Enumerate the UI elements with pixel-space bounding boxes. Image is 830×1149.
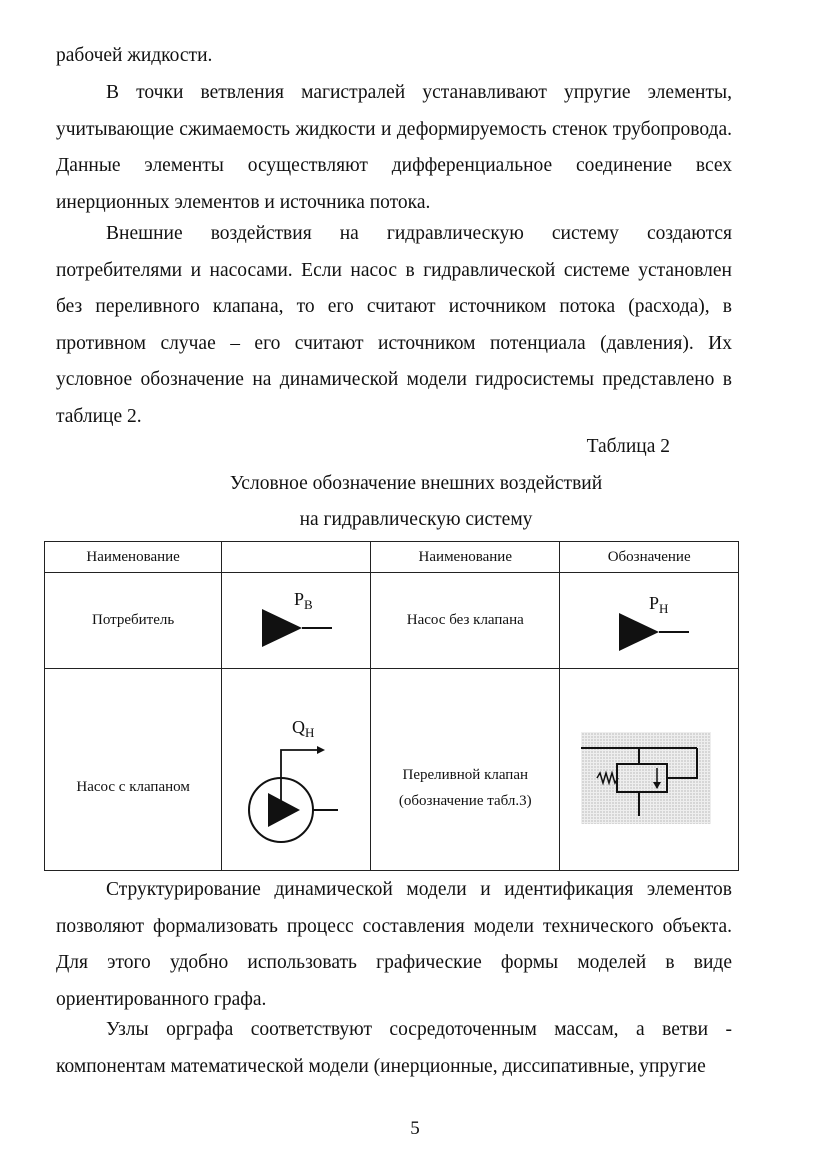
paragraph-5: Узлы орграфа соответствуют сосредоточенным массам, а ветви - компонентам математической модели (инерционные, диссипативные, упругие (56, 1019, 732, 1077)
cell-consumer-symbol (222, 573, 371, 669)
paragraph-1: рабочей жидкости. (56, 45, 213, 66)
pump-no-valve-symbol-icon (589, 581, 709, 661)
page-number: 5 (410, 1118, 420, 1139)
table-title-line1: Условное обозначение внешних воздействий (229, 473, 603, 494)
table-row (45, 573, 739, 669)
table-row (45, 669, 739, 871)
svg-text:QН (292, 717, 314, 740)
paragraph-3: Внешние воздействия на гидравлическую систему создаются потребителями и насосами. Если насос в гидравлической системе установлен без переливного клапана, то его считают источником потока (расхода), в противном случае – его считают источником потенциала (давления). Их условное обозначение на динамической модели гидросистемы представлено в таблице 2. (56, 223, 732, 427)
paragraph-2: В точки ветвления магистралей устанавливают упругие элементы, учитывающие сжимаемость жидкости и деформируемость стенок трубопровода. Данные элементы осуществляют дифференциальное соединение всех инерционных элементов и источника потока. (56, 82, 732, 213)
cell-consumer-name: Потребитель (45, 573, 222, 669)
consumer-symbol-icon (236, 581, 356, 661)
table-header-row (45, 542, 739, 573)
overflow-valve-symbol-icon (579, 730, 719, 830)
overflow-valve-note: (обозначение табл.3) (398, 792, 532, 809)
header-name-2: Наименование (371, 542, 560, 573)
svg-text:PВ (294, 589, 313, 612)
svg-text:PН (649, 593, 668, 616)
pump-no-valve-symbol-letter: P (649, 592, 660, 613)
pump-with-valve-symbol-letter: Q (292, 716, 306, 737)
header-symbol-1 (222, 542, 371, 573)
cell-pump-no-valve-symbol (560, 573, 739, 669)
header-symbol-2: Обозначение (560, 542, 739, 573)
consumer-symbol-letter: P (294, 588, 305, 609)
cell-pump-with-valve-symbol (222, 669, 371, 871)
table-title-line2: на гидравлическую систему (299, 509, 533, 530)
paragraph-4: Структурирование динамической модели и идентификация элементов позволяют формализовать процесс составления модели технического объекта. Для этого удобно использовать графические формы моделей в виде ориентированного графа. (56, 879, 732, 1010)
cell-pump-no-valve-name: Насос без клапана (371, 573, 560, 669)
table-number: Таблица 2 (586, 436, 670, 457)
pump-with-valve-symbol-subscript: Н (305, 724, 315, 740)
cell-overflow-valve-name (371, 669, 560, 871)
symbols-table (44, 541, 739, 871)
cell-overflow-valve-symbol (560, 669, 739, 871)
consumer-symbol-subscript: В (304, 596, 313, 612)
pump-with-valve-symbol-icon (222, 695, 370, 845)
header-name-1: Наименование (45, 542, 222, 573)
cell-pump-with-valve-name: Насос с клапаном (45, 669, 222, 871)
pump-no-valve-symbol-subscript: Н (659, 600, 669, 616)
overflow-valve-label: Переливной клапан (402, 766, 529, 783)
